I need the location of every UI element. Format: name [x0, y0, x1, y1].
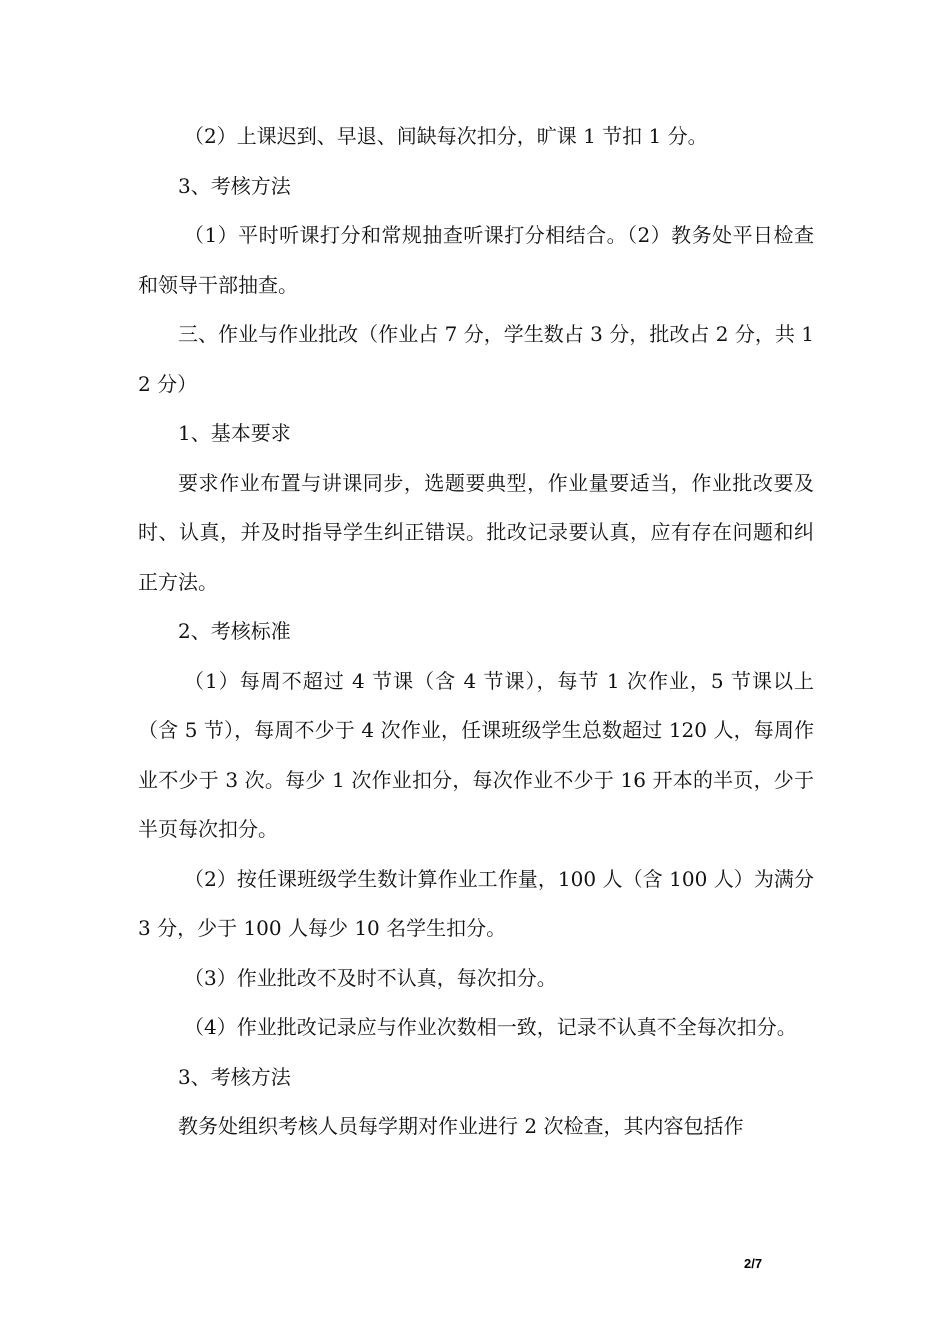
paragraph-standard-2: （2）按任课班级学生数计算作业工作量，100 人（含 100 人）为满分 3 分，少于 100 人每少 10 名学生扣分。: [138, 866, 814, 940]
paragraph-assessment-method-2: 教务处组织考核人员每学期对作业进行 2 次检查，其内容包括作: [178, 1114, 744, 1138]
heading-homework-section: 三、作业与作业批改（作业占 7 分，学生数占 3 分，批改占 2 分，共 12 分）: [138, 322, 814, 396]
paragraph-standard-4: （4）作业批改记录应与作业次数相一致，记录不认真不全每次扣分。: [184, 1015, 797, 1039]
paragraph-attendance-deduction: （2）上课迟到、早退、间缺每次扣分，旷课 1 节扣 1 分。: [184, 124, 708, 148]
heading-assessment-standards: 2、考核标准: [178, 619, 291, 643]
heading-basic-requirements: 1、基本要求: [178, 421, 291, 445]
document-body: [138, 112, 814, 1152]
heading-assessment-method: 3、考核方法: [178, 173, 291, 198]
paragraph-assessment-method-details: （1）平时听课打分和常规抽查听课打分相结合。（2）教务处平日检查和领导干部抽查。: [138, 223, 814, 297]
paragraph-basic-requirements: 要求作业布置与讲课同步，选题要典型，作业量要适当，作业批改要及时、认真，并及时指导学生纠正错误。批改记录要认真，应有存在问题和纠正方法。: [138, 470, 814, 594]
paragraph-standard-3: （3）作业批改不及时不认真，每次扣分。: [184, 965, 557, 990]
page-number: 2/7: [744, 1256, 763, 1271]
heading-assessment-method-2: 3、考核方法: [178, 1064, 291, 1089]
paragraph-standard-1: （1）每周不超过 4 节课（含 4 节课），每节 1 次作业，5 节课以上（含 5 节），每周不少于 4 次作业，任课班级学生总数超过 120 人，每周作业不少于 3 次。每少 1 次作业扣分，每次作业不少于 16 开本的半页，少于半页每次扣分。: [138, 668, 814, 841]
